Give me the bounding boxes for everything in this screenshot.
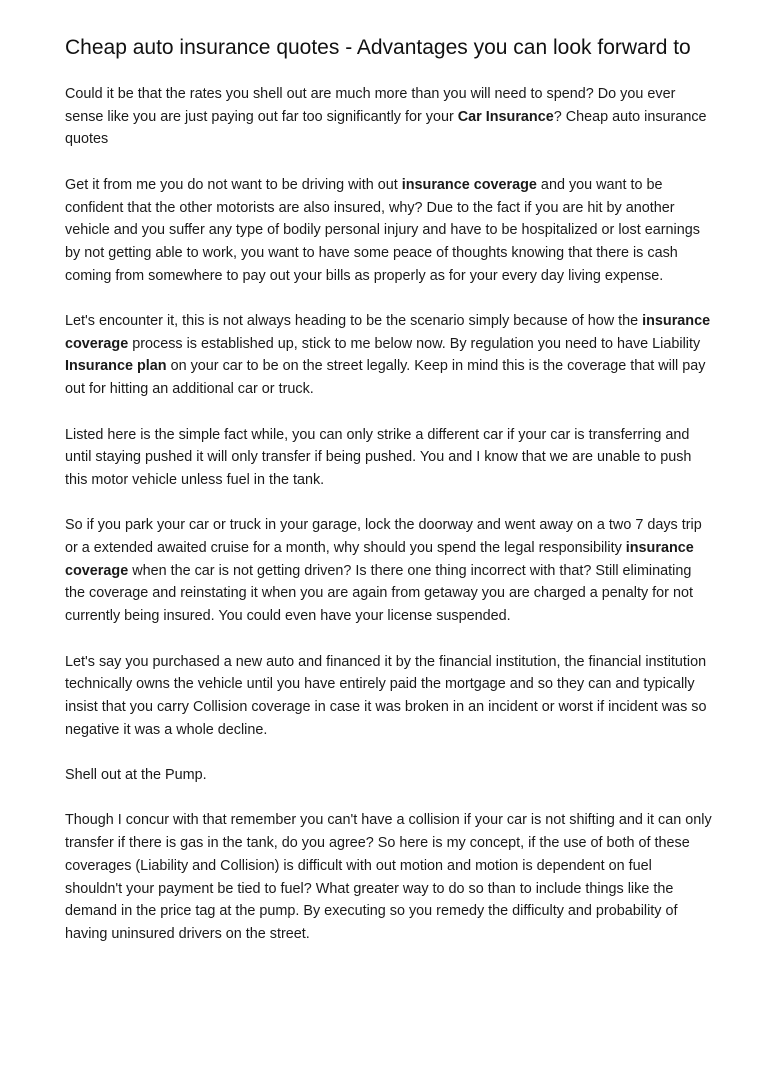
paragraph-text: on your car to be on the street legally. Keep in mind this is the coverage that will pay out for hitting an additional car or truck. bbox=[65, 358, 706, 398]
paragraph-5 bbox=[65, 514, 713, 628]
paragraph-4 bbox=[65, 424, 713, 492]
paragraph-text: Get it from me you do not want to be driving with out bbox=[65, 176, 402, 193]
paragraph-text: Could it be that the rates you shell out are much more than you will need to spend? Do you ever sense like you are just paying out far too significantly for your bbox=[65, 86, 676, 125]
bold-term: Insurance plan bbox=[65, 358, 167, 375]
bold-term: insurance coverage bbox=[65, 313, 711, 352]
paragraph-text: Shell out at the Pump. bbox=[65, 767, 207, 783]
bold-term: insurance coverage bbox=[65, 540, 694, 579]
paragraph-text: and you want to be confident that the other motorists are also insured, why? Due to the fact if you are hit by another vehicle and you suffer any type of bodily personal injury and have to be hospitalized or lost earnings by not getting able to work, you want to have some peace of thoughts knowing that there is cash coming from somewhere to pay out your bills as properly as for your every day living expense. bbox=[65, 176, 700, 284]
paragraph-7 bbox=[65, 764, 713, 787]
paragraph-text: Let's say you purchased a new auto and financed it by the financial institution, the financial institution technically owns the vehicle until you have entirely paid the mortgage and so they can and typically insist that you carry Collision coverage in case it was broken in an incident or worst if incident was so negative it was a whole decline. bbox=[65, 653, 707, 738]
paragraph-6 bbox=[65, 651, 713, 742]
bold-term: Car Insurance bbox=[457, 108, 554, 125]
page-title: Cheap auto insurance quotes - Advantages you can look forward to bbox=[65, 36, 691, 59]
document-page bbox=[65, 36, 713, 968]
paragraph-1 bbox=[65, 83, 713, 151]
paragraph-text: Let's encounter it, this is not always heading to be the scenario simply because of how the bbox=[65, 313, 643, 329]
paragraph-text: Listed here is the simple fact while, you can only strike a different car if your car is transferring and until staying pushed it will only transfer if being pushed. You and I know that we are unable to push this motor vehicle unless fuel in the tank. bbox=[65, 426, 692, 488]
paragraph-text: Though I concur with that remember you can't have a collision if your car is not shifting and it can only transfer if there is gas in the tank, do you agree? So here is my concept, if the use of both of these coverages (Liability and Collision) is difficult with out motion and motion is dependent on fuel shouldn't your payment be tied to fuel? What greater way to do so than to include things like the demand in the price tag at the pump. By executing so you remedy the difficulty and probability of having uninsured drivers on the street. bbox=[65, 812, 712, 942]
paragraph-text: So if you park your car or truck in your garage, lock the doorway and went away on a two 7 days trip or a extended awaited cruise for a month, why should you spend the legal responsibility bbox=[65, 517, 702, 556]
paragraph-text: when the car is not getting driven? Is there one thing incorrect with that? Still eliminating the coverage and reinstating it when you are again from getaway you are charged a penalty for not currently being insured. You could even have your license suspended. bbox=[65, 562, 693, 625]
paragraph-8 bbox=[65, 809, 713, 945]
paragraph-text: process is established up, stick to me below now. By regulation you need to have Liability bbox=[128, 335, 701, 352]
bold-term: insurance coverage bbox=[401, 176, 537, 193]
paragraph-text: ? Cheap auto insurance quotes bbox=[65, 108, 707, 148]
paragraph-3 bbox=[65, 310, 713, 401]
paragraph-2 bbox=[65, 174, 713, 288]
